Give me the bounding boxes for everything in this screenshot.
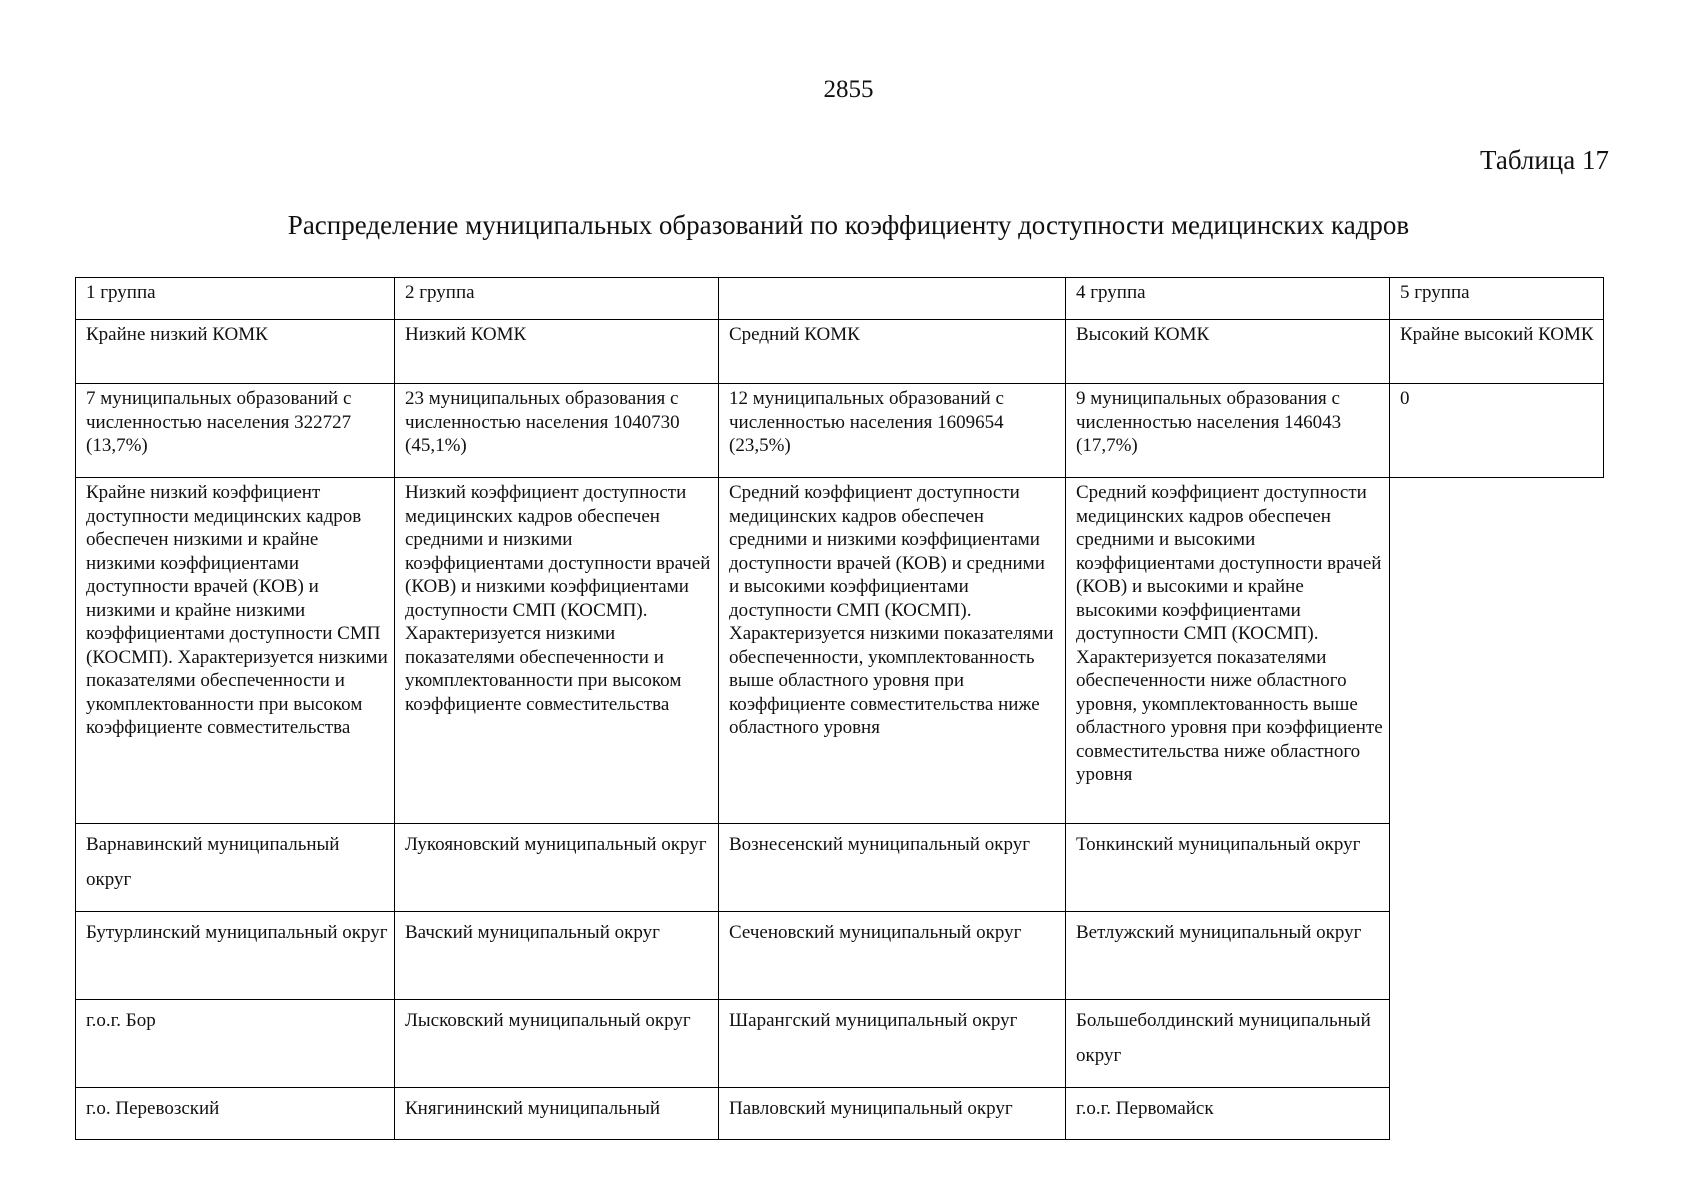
page-number: 2855 — [823, 76, 874, 103]
municipality-row — [76, 912, 1604, 1000]
description-cell: Крайне низкий коэффициент доступности медицинских кадров обеспечен низкими и крайне низкими коэффициентами доступности врачей (КОВ) и низкими и крайне низкими коэффициентами доступности СМП (КОСМП). Характеризуется низкими показателями обеспеченности и укомплектованности при высоком коэффициенте совместительства — [76, 478, 395, 824]
empty-cell — [1390, 1088, 1604, 1140]
count-cell: 9 муниципальных образования с численностью населения 146043 (17,7%) — [1066, 384, 1390, 478]
level-row — [76, 320, 1604, 384]
groups-table — [75, 277, 1604, 1140]
count-cell: 7 муниципальных образований с численностью населения 322727 (13,7%) — [76, 384, 395, 478]
municipality-row — [76, 1088, 1604, 1140]
municipality-cell: Павловский муниципальный округ — [719, 1088, 1066, 1140]
table-caption: Таблица 17 — [1480, 145, 1609, 175]
municipality-cell: Вачский муниципальный округ — [395, 912, 719, 1000]
description-row — [76, 478, 1604, 824]
municipality-cell: Лысковский муниципальный округ — [395, 1000, 719, 1088]
level-cell: Крайне низкий КОМК — [76, 320, 395, 384]
municipality-cell: Шарангский муниципальный округ — [719, 1000, 1066, 1088]
group-header-cell: 2 группа — [395, 278, 719, 320]
level-cell: Средний КОМК — [719, 320, 1066, 384]
municipality-cell: Бутурлинский муниципальный округ — [76, 912, 395, 1000]
count-row — [76, 384, 1604, 478]
municipality-row — [76, 1000, 1604, 1088]
empty-cell — [1390, 912, 1604, 1000]
group-header-cell: 5 группа — [1390, 278, 1604, 320]
level-cell: Крайне высокий КОМК — [1390, 320, 1604, 384]
document-title: Распределение муниципальных образований по коэффициенту доступности медицинских кадров — [287, 210, 1410, 240]
municipality-cell: г.о. Перевозский — [76, 1088, 395, 1140]
description-cell: Средний коэффициент доступности медицинских кадров обеспечен средними и высокими коэффициентами доступности врачей (КОВ) и высокими и крайне высокими коэффициентами доступности СМП (КОСМП). Характеризуется показателями обеспеченности ниже областного уровня, укомплектованность выше областного уровня при коэффициенте совместительства ниже областного уровня — [1066, 478, 1390, 824]
description-cell: Низкий коэффициент доступности медицинских кадров обеспечен средними и низкими коэффициентами доступности врачей (КОВ) и низкими коэффициентами доступности СМП (КОСМП). Характеризуется низкими показателями обеспеченности и укомплектованности при высоком коэффициенте совместительства — [395, 478, 719, 824]
group-header-cell: 4 группа — [1066, 278, 1390, 320]
level-cell: Низкий КОМК — [395, 320, 719, 384]
level-cell: Высокий КОМК — [1066, 320, 1390, 384]
municipality-row — [76, 824, 1604, 912]
group-header-cell — [719, 278, 1066, 320]
count-cell: 12 муниципальных образований с численностью населения 1609654 (23,5%) — [719, 384, 1066, 478]
count-cell: 23 муниципальных образования с численностью населения 1040730 (45,1%) — [395, 384, 719, 478]
municipality-cell: Княгининский муниципальный — [395, 1088, 719, 1140]
municipality-cell: Лукояновский муниципальный округ — [395, 824, 719, 912]
empty-cell — [1390, 478, 1604, 824]
municipality-cell: Тонкинский муниципальный округ — [1066, 824, 1390, 912]
municipality-cell: г.о.г. Бор — [76, 1000, 395, 1088]
municipality-cell: Варнавинский муниципальный округ — [76, 824, 395, 912]
count-cell: 0 — [1390, 384, 1604, 478]
empty-cell — [1390, 824, 1604, 912]
municipality-cell: г.о.г. Первомайск — [1066, 1088, 1390, 1140]
group-header-cell: 1 группа — [76, 278, 395, 320]
group-header-row — [76, 278, 1604, 320]
empty-cell — [1390, 1000, 1604, 1088]
municipality-cell: Большеболдинский муниципальный округ — [1066, 1000, 1390, 1088]
municipality-cell: Сеченовский муниципальный округ — [719, 912, 1066, 1000]
description-cell: Средний коэффициент доступности медицинских кадров обеспечен средними и низкими коэффициентами доступности врачей (КОВ) и средними и высокими коэффициентами доступности СМП (КОСМП). Характеризуется низкими показателями обеспеченности, укомплектованность выше областного уровня при коэффициенте совместительства ниже областного уровня — [719, 478, 1066, 824]
municipality-cell: Вознесенский муниципальный округ — [719, 824, 1066, 912]
municipality-cell: Ветлужский муниципальный округ — [1066, 912, 1390, 1000]
